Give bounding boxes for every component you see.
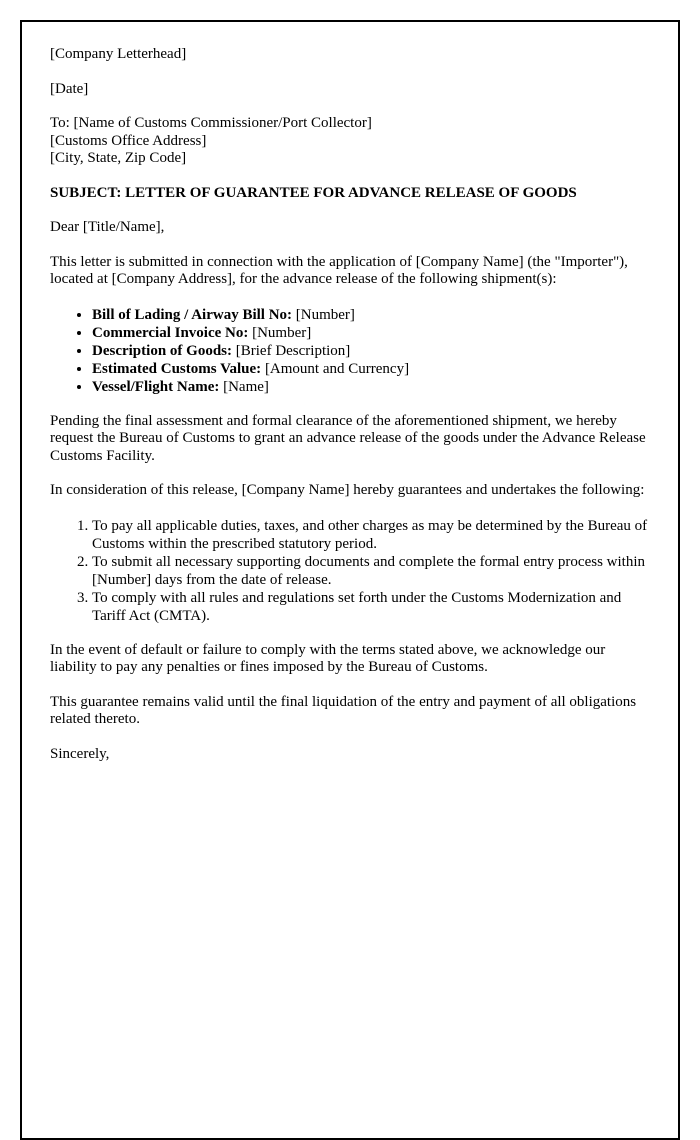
shipment-detail-item [92,360,650,378]
recipient-city-state-zip: [City, State, Zip Code] [50,150,187,166]
shipment-detail-value: [Number] [252,324,312,341]
shipment-detail-label: Estimated Customs Value: [92,360,262,377]
shipment-detail-item [92,378,650,396]
shipment-detail-value: [Brief Description] [235,342,351,359]
shipment-detail-label: Vessel/Flight Name: [92,378,220,395]
shipment-detail-item [92,342,650,360]
shipment-detail-label: Description of Goods: [92,342,232,359]
shipment-detail-value: [Number] [295,306,355,323]
shipment-detail-label: Commercial Invoice No: [92,324,249,341]
letter-document [20,20,680,1140]
recipient-name: To: [Name of Customs Commissioner/Port Collector] [50,115,372,131]
closing: Sincerely, [50,745,110,762]
shipment-detail-value: [Name] [223,378,269,395]
intro-paragraph: This letter is submitted in connection with the application of [Company Name] (the "Importer"), located at [Company Address], for the advance release of the following shipment(s): [50,253,628,287]
company-letterhead: [Company Letterhead] [50,46,187,62]
letter-date: [Date] [50,80,89,97]
subject-line: SUBJECT: LETTER OF GUARANTEE FOR ADVANCE RELEASE OF GOODS [50,184,577,201]
validity-paragraph: This guarantee remains valid until the final liquidation of the entry and payment of all obligations related thereto. [50,693,637,727]
salutation: Dear [Title/Name], [50,219,165,235]
undertakings-list [50,517,650,625]
undertaking-item: 1. To pay all applicable duties, taxes, and other charges as may be determined by the Bureau of Customs within the prescribed statutory period. [92,517,650,553]
shipment-detail-item [92,306,650,324]
request-paragraph: Pending the final assessment and formal clearance of the aforementioned shipment, we hereby request the Bureau of Customs to grant an advance release of the goods under the Advance Release Customs Facility. [50,412,646,464]
default-liability-paragraph: In the event of default or failure to comply with the terms stated above, we acknowledge our liability to pay any penalties or fines imposed by the Bureau of Customs. [50,641,606,675]
shipment-detail-label: Bill of Lading / Airway Bill No: [92,306,293,323]
undertaking-item: 3. To comply with all rules and regulations set forth under the Customs Modernization and Tariff Act (CMTA). [92,589,650,625]
shipment-detail-item [92,324,650,342]
guarantee-intro-paragraph: In consideration of this release, [Company Name] hereby guarantees and undertakes the following: [50,482,645,498]
recipient-address: [Customs Office Address] [50,132,207,149]
recipient-block [50,115,650,168]
undertaking-item: 2. To submit all necessary supporting documents and complete the formal entry process within [Number] days from the date of release. [92,553,650,589]
shipment-details-list [50,306,650,396]
shipment-detail-value: [Amount and Currency] [264,360,410,377]
